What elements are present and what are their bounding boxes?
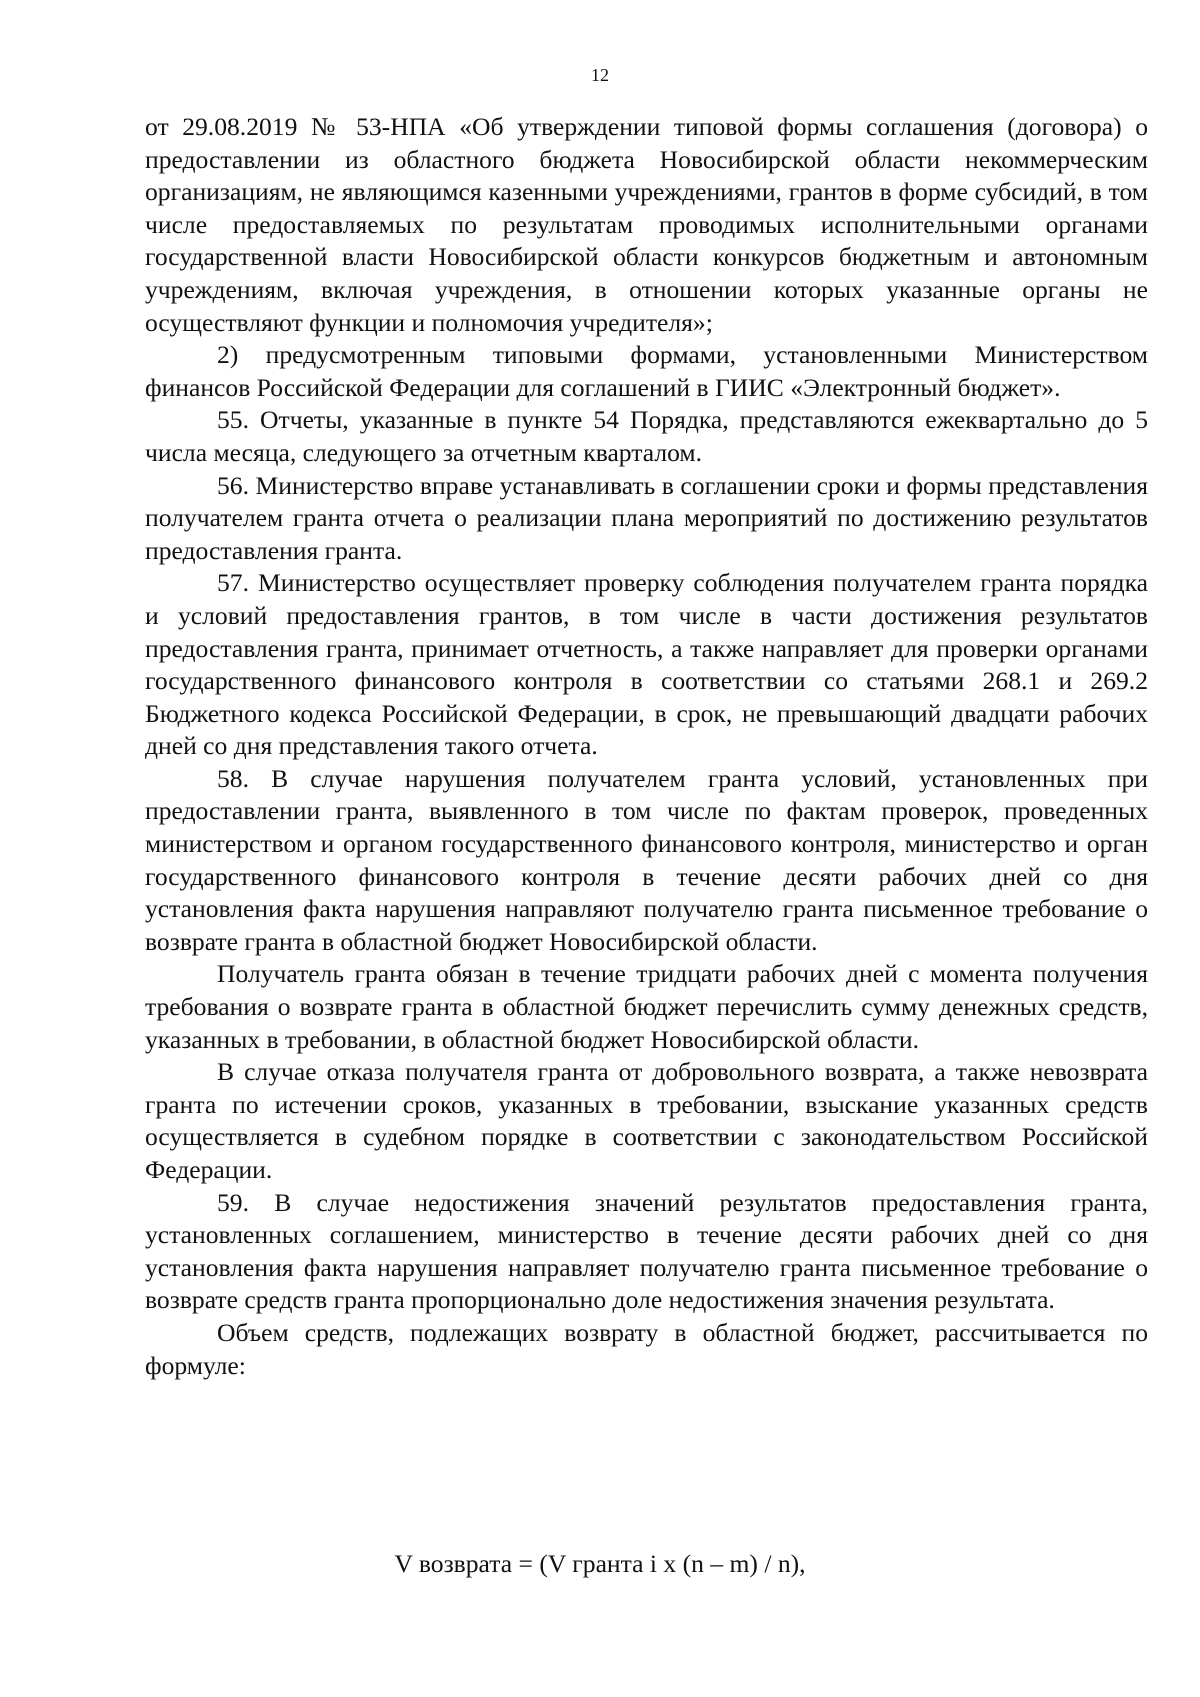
paragraph-59: 59. В случае недостижения значений результатов предоставления гранта, установленных соглашением, министерство в течение десяти рабочих дней со дня установления факта нарушения направляет получателю гранта письменное требование о возврате средств гранта пропорционально доле недостижения значения результата. — [145, 1187, 1148, 1315]
paragraph-58: 58. В случае нарушения получателем гранта условий, установленных при предоставлении гранта, выявленного в том числе по фактам проверок, проведенных министерством и органом государственного финансового контроля, министерство и орган государственного финансового контроля в течение десяти рабочих дней со дня установления факта нарушения направляют получателю гранта письменное требование о возврате гранта в областной бюджет Новосибирской области. — [145, 763, 1148, 956]
paragraph-58-refusal: В случае отказа получателя гранта от добровольного возврата, а также невозврата гранта по истечении сроков, указанных в требовании, взыскание указанных средств осуществляется в судебном порядке в соответствии с законодательством Российской Федерации. — [145, 1057, 1148, 1184]
paragraph-58-obligation: Получатель гранта обязан в течение тридцати рабочих дней с момента получения требования о возврате гранта в областной бюджет перечислить сумму денежных средств, указанных в требовании, в областной бюджет Новосибирской области. — [145, 959, 1148, 1054]
return-formula: V возврата = (V гранта i x (n – m) / n), — [394, 1549, 806, 1578]
paragraph-55: 55. Отчеты, указанные в пункте 54 Порядка, представляются ежеквартально до 5 числа месяца, следующего за отчетным кварталом. — [145, 405, 1148, 467]
paragraph-57: 57. Министерство осуществляет проверку соблюдения получателем гранта порядка и условий предоставления грантов, в том числе в части достижения результатов предоставления гранта, принимает отчетность, а также направляет для проверки органами государственного финансового контроля в соответствии со статьями 268.1 и 269.2 Бюджетного кодекса Российской Федерации, в срок, не превышающий двадцати рабочих дней со дня представления такого отчета. — [145, 568, 1148, 761]
page-number: 12 — [591, 65, 609, 85]
paragraph-59-volume: Объем средств, подлежащих возврату в областной бюджет, рассчитывается по формуле: — [145, 1317, 1148, 1380]
paragraph-item-2: 2) предусмотренным типовыми формами, установленными Министерством финансов Российской Федерации для соглашений в ГИИС «Электронный бюджет». — [145, 340, 1148, 402]
document-body — [145, 111, 1148, 1382]
paragraph-continuation: от 29.08.2019 № 53-НПА «Об утверждении типовой формы соглашения (договора) о предоставлении из областного бюджета Новосибирской области некоммерческим организациям, не являющимся казенными учреждениями, грантов в форме субсидий, в том числе предоставляемых по результатам проводимых исполнительными органами государственной власти Новосибирской области конкурсов бюджетным и автономным учреждениям, включая учреждения, в отношении которых указанные органы не осуществляют функции и полномочия учредителя»; — [145, 112, 1148, 337]
paragraph-56: 56. Министерство вправе устанавливать в соглашении сроки и формы представления получателем гранта отчета о реализации плана мероприятий по достижению результатов предоставления гранта. — [145, 470, 1148, 565]
